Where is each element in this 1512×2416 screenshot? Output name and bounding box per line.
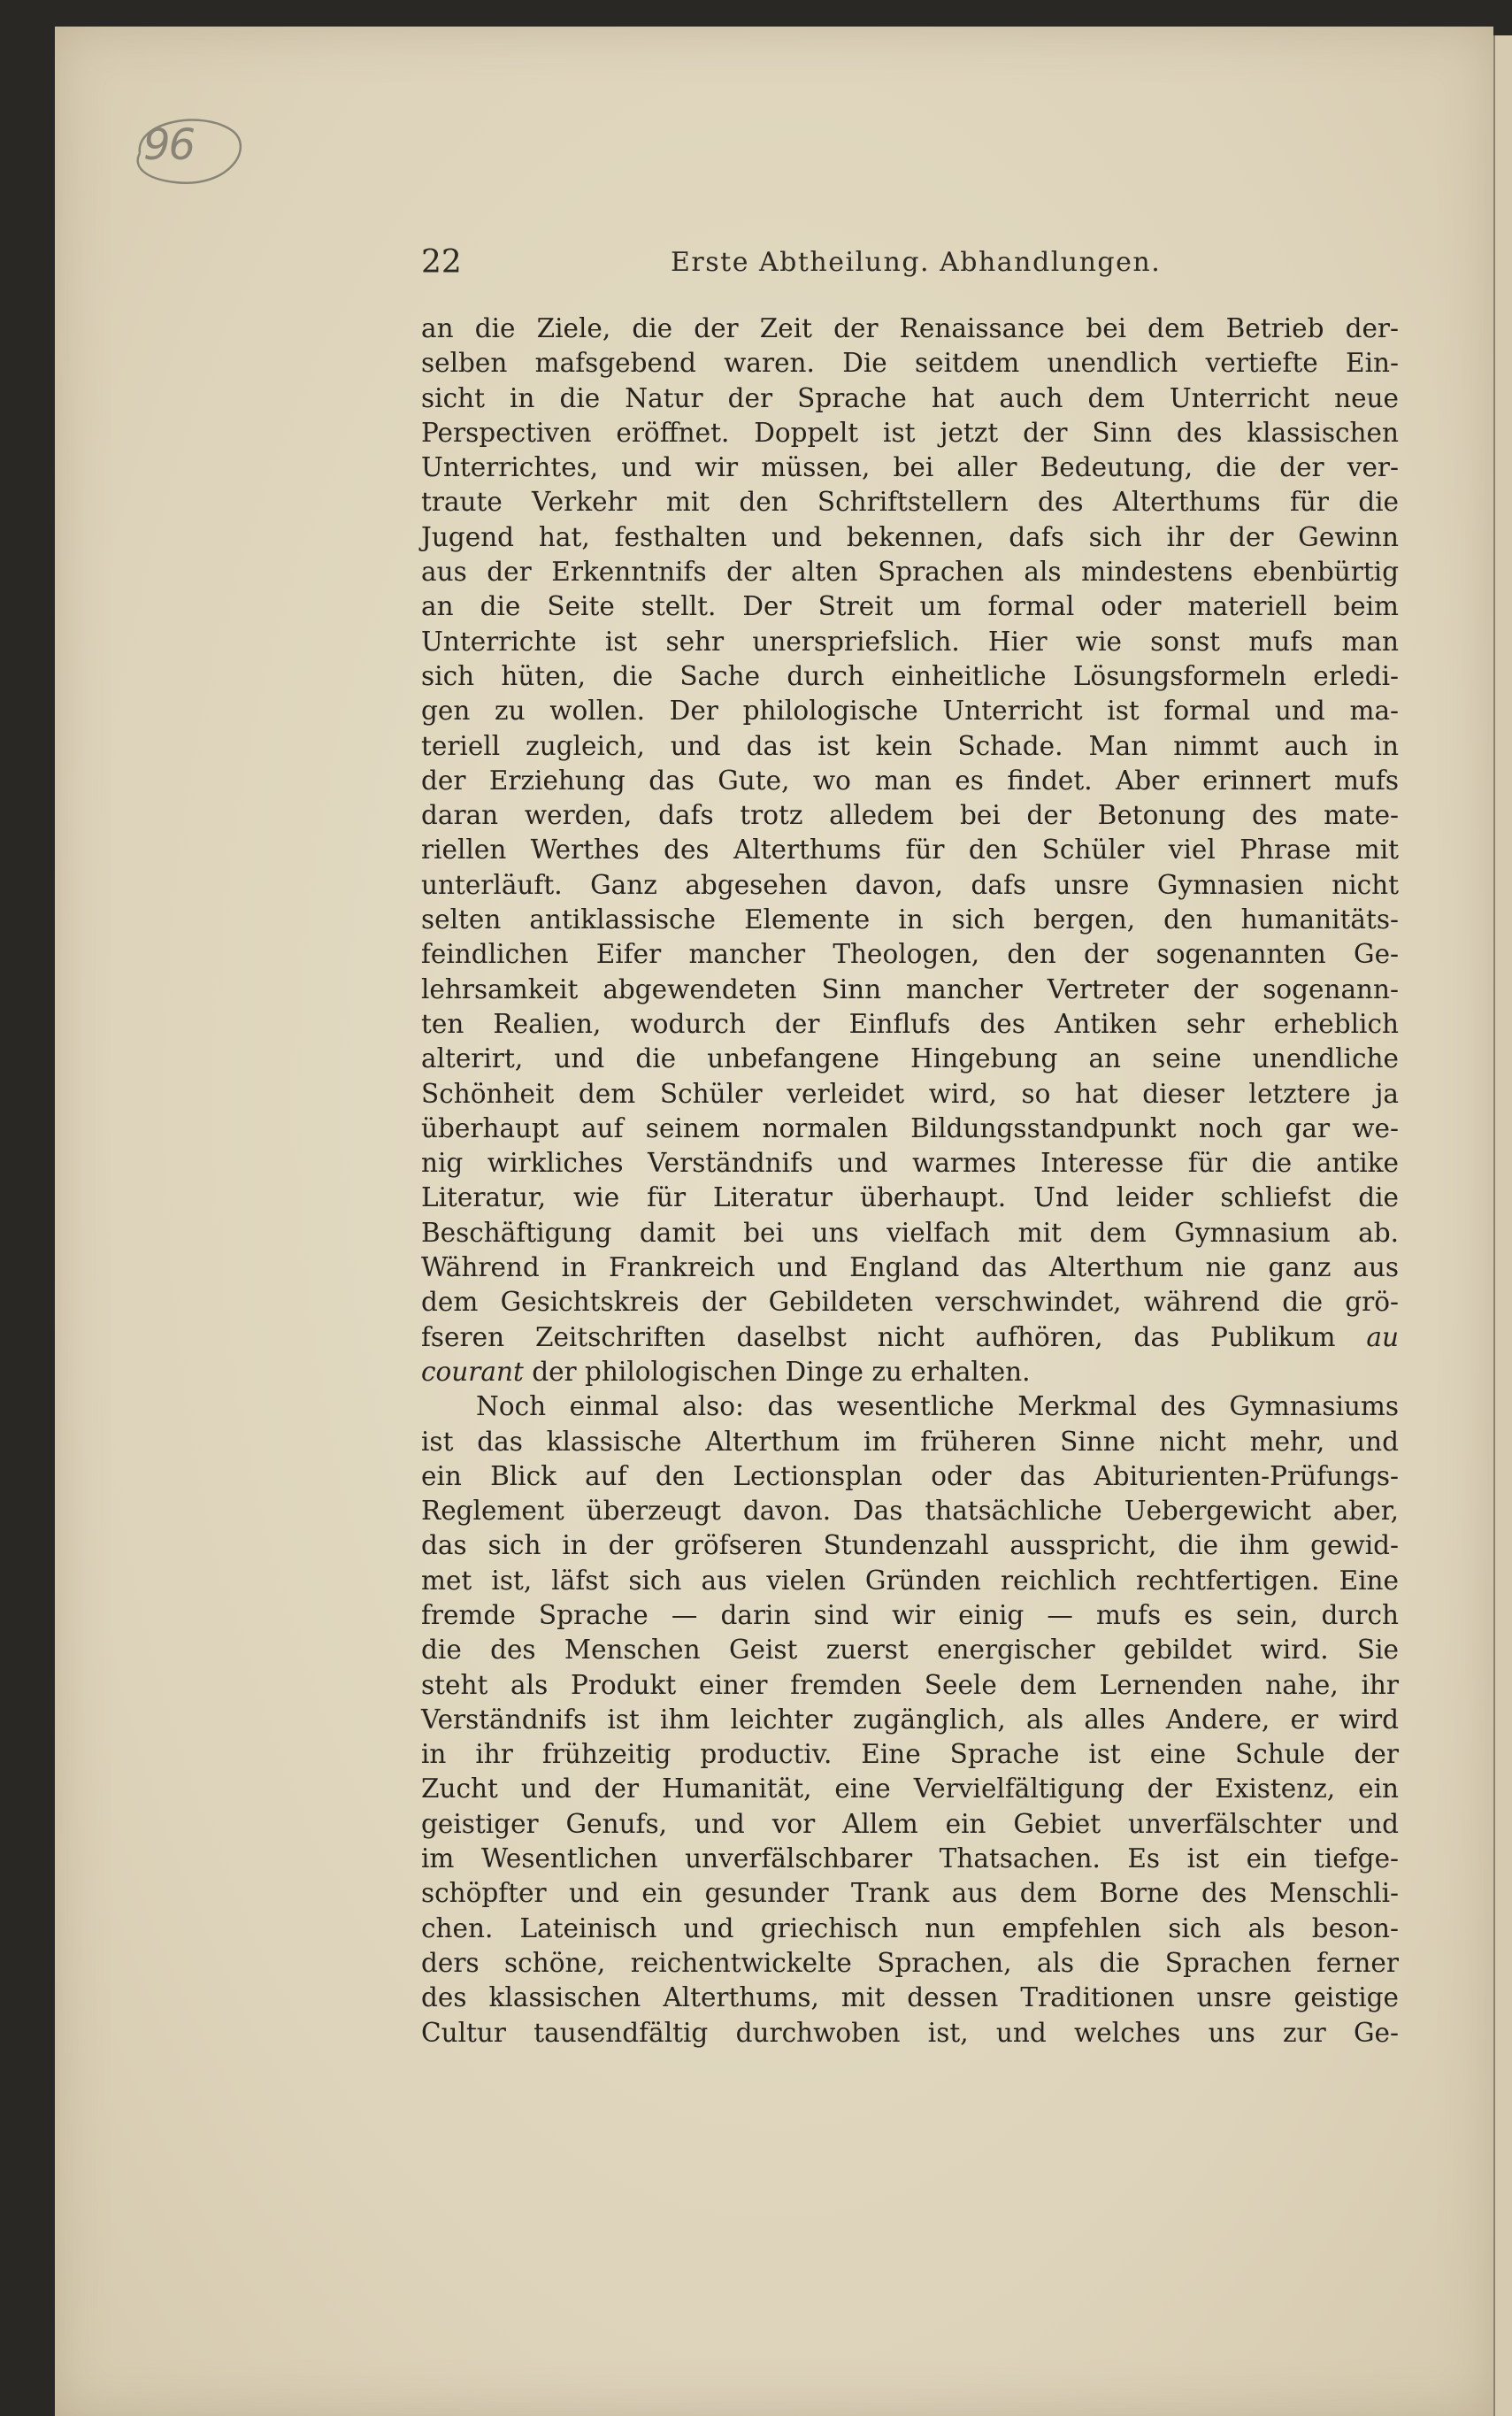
text-line: alterirt, und die unbefangene Hingebung an seine unendliche [421,1043,1399,1074]
text-line: Verständnifs ist ihm leichter zugänglich, als alles Andere, er wird [421,1704,1399,1735]
text-line: der Erziehung das Gute, wo man es findet. Aber erinnert mufs [421,765,1399,796]
text-line: met ist, läfst sich aus vielen Gründen reichlich rechtfertigen. Eine [421,1565,1399,1596]
text-line: selten antiklassische Elemente in sich bergen, den humanitäts- [421,904,1399,935]
text-line: die des Menschen Geist zuerst energischer gebildet wird. Sie [421,1635,1399,1666]
text-line: selben mafsgebend waren. Die seitdem unendlich vertiefte Ein- [421,348,1399,379]
italic-word: au [1366,1321,1399,1352]
text-line: feindlichen Eifer mancher Theologen, den der sogenannten Ge- [421,939,1399,970]
text-line: schöpfter und ein gesunder Trank aus dem Borne des Menschli- [421,1878,1399,1909]
text-line: das sich in der gröfseren Stundenzahl ausspricht, die ihm gewid- [421,1530,1399,1561]
text-line: an die Ziele, die der Zeit der Renaissance bei dem Betrieb der- [421,313,1399,343]
text-line: ein Blick auf den Lectionsplan oder das Abiturienten-Prüfungs- [421,1460,1399,1491]
text-segment: fseren Zeitschriften daselbst nicht aufhören, das Publikum [421,1321,1336,1352]
text-line: riellen Werthes des Alterthums für den Schüler viel Phrase mit [421,835,1399,866]
text-line: ders schöne, reichentwickelte Sprachen, als die Sprachen ferner [421,1947,1399,1978]
text-line: dem Gesichtskreis der Gebildeten verschwindet, während die grö- [421,1287,1399,1318]
text-line: Reglement überzeugt davon. Das thatsächliche Uebergewicht aber, [421,1496,1399,1527]
text-line: Beschäftigung damit bei uns vielfach mit dem Gymnasium ab. [421,1217,1399,1248]
text-line: aus der Erkenntnifs der alten Sprachen als mindestens ebenbürtig [421,557,1399,588]
text-line: gen zu wollen. Der philologische Unterricht ist formal und ma- [421,696,1399,727]
text-line-with-italic [421,1320,1399,1355]
text-line: Schönheit dem Schüler verleidet wird, so hat dieser letztere ja [421,1078,1399,1109]
pencil-annotation: 96 [143,120,195,170]
text-line: Cultur tausendfältig durchwoben ist, und welches uns zur Ge- [421,2017,1399,2048]
text-line: traute Verkehr mit den Schriftstellern des Alterthums für die [421,487,1399,518]
text-line: geistiger Genufs, und vor Allem ein Gebiet unverfälschter und [421,1808,1399,1839]
text-line: des klassischen Alterthums, mit dessen Traditionen unsre geistige [421,1982,1399,2013]
text-line: daran werden, dafs trotz alledem bei der Betonung des mate- [421,800,1399,831]
running-head [421,241,1399,285]
text-line: Unterrichtes, und wir müssen, bei aller Bedeutung, die der ver- [421,452,1399,483]
text-line: chen. Lateinisch und griechisch nun empfehlen sich als beson- [421,1912,1399,1943]
text-line: fremde Sprache — darin sind wir einig — mufs es sein, durch [421,1599,1399,1630]
italic-word: courant [421,1356,524,1387]
text-line: teriell zugleich, und das ist kein Schade. Man nimmt auch in [421,730,1399,761]
text-line: Unterrichte ist sehr unerspriefslich. Hier wie sonst mufs man [421,626,1399,657]
text-line: überhaupt auf seinem normalen Bildungsstandpunkt noch gar we- [421,1112,1399,1143]
page-number: 22 [421,244,462,281]
text-line: Literatur, wie für Literatur überhaupt. Und leider schliefst die [421,1182,1399,1213]
text-line: unterläuft. Ganz abgesehen davon, dafs unsre Gymnasien nicht [421,869,1399,900]
text-line: im Wesentlichen unverfälschbarer Thatsachen. Es ist ein tiefge- [421,1843,1399,1874]
body-text [421,312,1399,2051]
text-line: sicht in die Natur der Sprache hat auch dem Unterricht neue [421,382,1399,413]
text-line: Noch einmal also: das wesentliche Merkmal des Gymnasiums [476,1391,1399,1422]
text-line: lehrsamkeit abgewendeten Sinn mancher Vertreter der sogenann- [421,973,1399,1004]
text-line: in ihr frühzeitig productiv. Eine Sprache ist eine Schule der [421,1739,1399,1770]
text-line-with-italic [421,1355,1399,1389]
adjacent-page-edge [1493,35,1512,2416]
text-line: ten Realien, wodurch der Einflufs des Antiken sehr erheblich [421,1008,1399,1039]
text-line: Während in Frankreich und England das Alterthum nie ganz aus [421,1252,1399,1283]
text-segment: der philologischen Dinge zu erhalten. [523,1356,1031,1387]
text-line: Perspectiven eröffnet. Doppelt ist jetzt der Sinn des klassischen [421,417,1399,448]
text-line: Zucht und der Humanität, eine Vervielfältigung der Existenz, ein [421,1774,1399,1804]
text-line: ist das klassische Alterthum im früheren Sinne nicht mehr, und [421,1426,1399,1457]
text-line: sich hüten, die Sache durch einheitliche Lösungsformeln erledi- [421,660,1399,691]
running-title: Erste Abtheilung. Abhandlungen. [671,247,1162,278]
text-line: Jugend hat, festhalten und bekennen, dafs sich ihr der Gewinn [421,521,1399,552]
text-line: an die Seite stellt. Der Streit um formal oder materiell beim [421,591,1399,622]
text-line: nig wirkliches Verständnifs und warmes Interesse für die antike [421,1148,1399,1179]
text-line: steht als Produkt einer fremden Seele dem Lernenden nahe, ihr [421,1669,1399,1700]
